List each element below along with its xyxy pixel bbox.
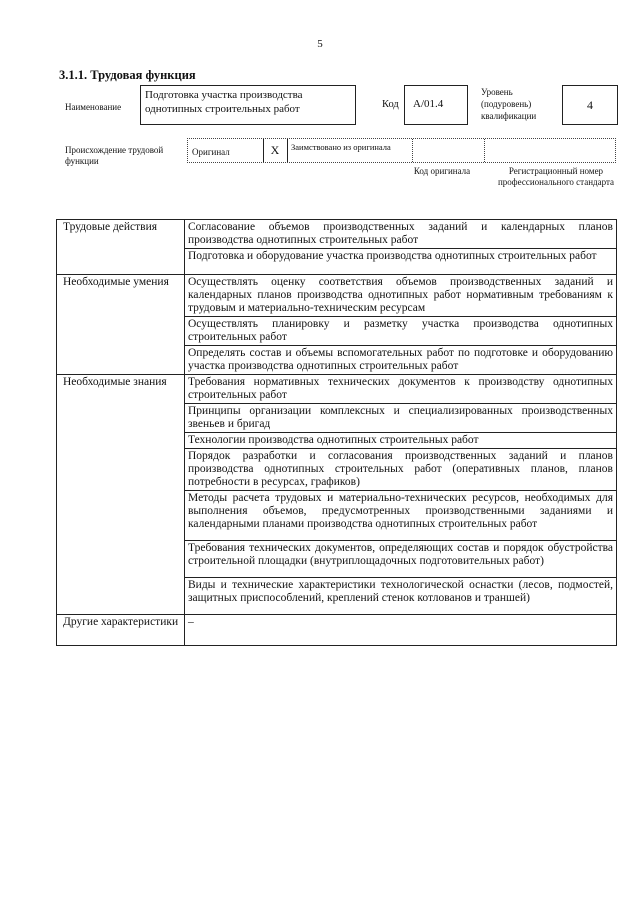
origin-row [187,138,616,163]
table-row [57,615,617,646]
borrowed-label: Заимствовано из оригинала [291,142,391,152]
labor-actions-label: Трудовые действия [57,220,185,275]
knowledge-item: Виды и технические характеристики технологической оснастки (лесов, подмостей, защитных приспособлений, креплений стенок котлованов и траншей) [185,578,617,615]
labor-action-item: Подготовка и оборудование участка производства однотипных строительных работ [185,249,617,275]
code-original-caption: Код оригинала [413,166,471,176]
knowledge-item: Методы расчета трудовых и материально-технических ресурсов, необходимых для выполнения объемов, предусмотренных производственными заданиями и календарными планами производства однотипных строительных работ [185,491,617,541]
reg-number-caption: Регистрационный номер профессионального стандарта [497,166,615,187]
skill-item: Осуществлять оценку соответствия объемов производственных заданий и календарных планов производства однотипных работ нормативным требованиям к трудовым и материально-техническим ресурсам [185,275,617,317]
other-label: Другие характеристики [57,615,185,646]
knowledge-item: Принципы организации комплексных и специализированных производственных звеньев и бригад [185,404,617,433]
original-cell [188,139,264,162]
knowledge-item: Технологии производства однотипных строительных работ [185,433,617,449]
level-value: 4 [562,85,618,125]
table-row [57,275,617,317]
code-value: А/01.4 [404,85,468,125]
original-mark: X [263,139,288,162]
table-row [57,220,617,249]
skills-label: Необходимые умения [57,275,185,375]
other-value: – [185,615,617,646]
knowledge-item: Требования нормативных технических документов к производству однотипных строительных работ [185,375,617,404]
skill-item: Осуществлять планировку и разметку участка производства однотипных строительных работ [185,317,617,346]
table-row [57,375,617,404]
knowledge-label: Необходимые знания [57,375,185,615]
section-title: 3.1.1. Трудовая функция [59,68,196,82]
name-label: Наименование [65,102,122,112]
origin-label: Происхождение трудовой функции [65,145,164,166]
level-label: Уровень (подуровень) квалификации [481,87,537,121]
labor-action-item: Согласование объемов производственных заданий и календарных планов производства однотипных строительных работ [185,220,617,249]
skill-item: Определять состав и объемы вспомогательных работ по подготовке и оборудованию участка производства однотипных строительных работ [185,346,617,375]
function-table [56,219,617,646]
page-number: 5 [317,38,323,50]
knowledge-item: Порядок разработки и согласования производственных заданий и планов производства однотипных строительных работ (оперативных планов, планов потребности в ресурсах, графиков) [185,449,617,491]
borrowed-cell [287,139,413,162]
code-original-cell [412,139,485,162]
code-label: Код [382,99,399,110]
knowledge-item: Требования технических документов, определяющих состав и порядок обустройства строительной площадки (внутриплощадочных подготовительных работ) [185,541,617,578]
name-value: Подготовка участка производства однотипных строительных работ [140,85,356,125]
original-label: Оригинал [192,147,230,157]
